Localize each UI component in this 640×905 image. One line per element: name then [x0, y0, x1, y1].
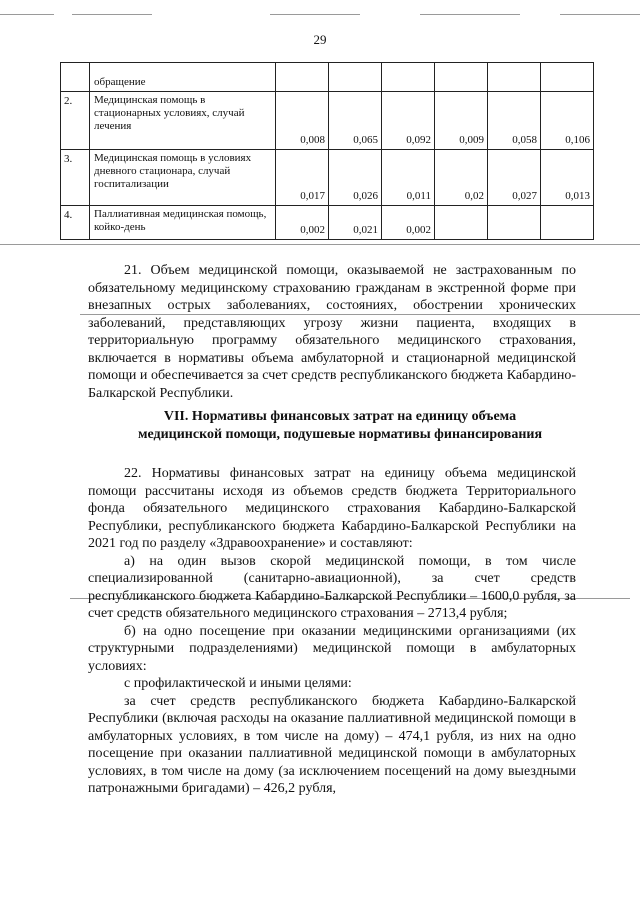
- cell-value: 0,009: [435, 92, 488, 150]
- table-row: [61, 150, 594, 206]
- row-number: 4.: [61, 206, 90, 240]
- norms-table: [60, 62, 594, 240]
- cell-value: 0,065: [329, 92, 382, 150]
- cell-value: 0,027: [488, 150, 541, 206]
- cell-value: [329, 63, 382, 92]
- paragraph-22: 22. Нормативы финансовых затрат на единицу объема медицинской помощи рассчитаны исходя из объемов средств бюджета Территориального фонда обязательного медицинского страхования Кабардино-Балкарской Республики, республиканского бюджета Кабардино-Балкарской Республики на 2021 год по разделу «Здравоохранение» и составляют:: [88, 466, 576, 551]
- cell-value: [435, 206, 488, 240]
- cell-value: [276, 63, 329, 92]
- cell-value: 0,092: [382, 92, 435, 150]
- section-heading: [60, 408, 620, 444]
- cell-value: 0,02: [435, 150, 488, 206]
- paragraph-22-block: [88, 465, 576, 798]
- scan-artifact-line: [420, 14, 520, 15]
- item-b: б) на одно посещение при оказании медицинскими организациями (их структурными подразделениями) медицинской помощи в амбулаторных условиях:: [88, 623, 576, 674]
- paragraph-21: 21. Объем медицинской помощи, оказываемой не застрахованным по обязательному медицинскому страхованию гражданам в экстренной форме при внезапных острых заболеваниях, состояниях, обострении хронических заболеваний, представляющих угрозу жизни пациента, входящих в территориальную программу обязательного медицинского страхования, включается в нормативы объема амбулаторной и стационарной медицинской помощи и обеспечивается за счет средств республиканского бюджета Кабардино-Балкарской Республики.: [88, 263, 576, 401]
- cell-value: [488, 63, 541, 92]
- cell-value: 0,026: [329, 150, 382, 206]
- scan-artifact-line: [0, 14, 54, 15]
- cell-value: 0,011: [382, 150, 435, 206]
- section-heading-line-1: VII. Нормативы финансовых затрат на единицу объема: [163, 409, 517, 424]
- cell-value: 0,002: [276, 206, 329, 240]
- scan-artifact-line: [0, 244, 640, 245]
- cell-value: 0,058: [488, 92, 541, 150]
- row-name: Паллиативная медицинская помощь, койко-день: [90, 206, 276, 240]
- cell-value: [541, 206, 594, 240]
- row-name: обращение: [90, 63, 276, 92]
- row-number: 3.: [61, 150, 90, 206]
- cell-value: 0,017: [276, 150, 329, 206]
- row-name: Медицинская помощь в стационарных условиях, случай лечения: [90, 92, 276, 150]
- page-number: 29: [313, 32, 327, 47]
- cell-value: 0,008: [276, 92, 329, 150]
- section-heading-line-2: медицинской помощи, подушевые нормативы финансирования: [137, 427, 543, 442]
- item-b-subheading: с профилактической и иными целями:: [124, 676, 352, 691]
- scan-artifact-line: [72, 14, 152, 15]
- cell-value: [488, 206, 541, 240]
- table-row: [61, 92, 594, 150]
- cell-value: 0,106: [541, 92, 594, 150]
- cell-value: [435, 63, 488, 92]
- table-row: [61, 206, 594, 240]
- scan-artifact-line: [270, 14, 360, 15]
- table-row: [61, 63, 594, 92]
- cell-value: 0,013: [541, 150, 594, 206]
- cell-value: 0,002: [382, 206, 435, 240]
- scan-artifact-line: [560, 14, 640, 15]
- row-number: [61, 63, 90, 92]
- cell-value: [541, 63, 594, 92]
- item-a: а) на один вызов скорой медицинской помощи, в том числе специализированной (санитарно-авиационной), за счет средств республиканского бюджета Кабардино-Балкарской Республики – 1600,0 рубля, за счет средств обязательного медицинского страхования – 2713,4 рубля;: [88, 553, 576, 621]
- row-number: 2.: [61, 92, 90, 150]
- cell-value: [382, 63, 435, 92]
- item-b-text: за счет средств республиканского бюджета Кабардино-Балкарской Республики (включая расходы на оказание паллиативной медицинской помощи в амбулаторных условиях, в том числе на дому) – 474,1 рубля, из них на одно посещение при оказании паллиативной медицинской помощи в амбулаторных условиях, в том числе на дому (за исключением посещений на дому выездными патронажными бригадами) – 426,2 рубля,: [88, 693, 576, 796]
- row-name: Медицинская помощь в условиях дневного стационара, случай госпитализации: [90, 150, 276, 206]
- cell-value: 0,021: [329, 206, 382, 240]
